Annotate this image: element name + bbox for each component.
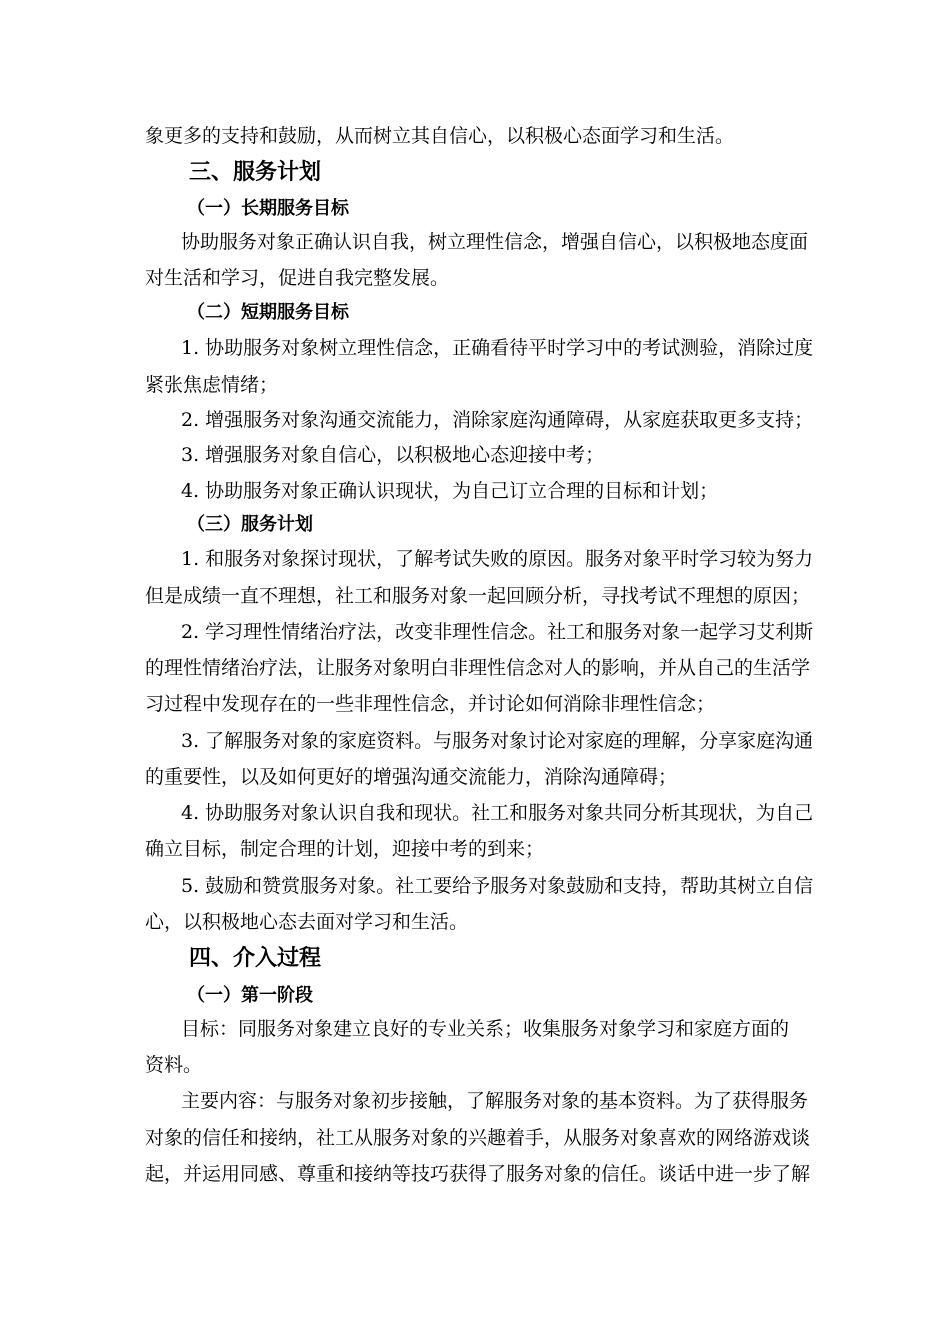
- paragraph-line: 对象的信任和接纳，社工从服务对象的兴趣着手，从服务对象喜欢的网络游戏谈: [145, 1127, 811, 1149]
- paragraph-line: 的重要性，以及如何更好的增强沟通交流能力，消除沟通障碍；: [145, 766, 678, 788]
- paragraph-line: 习过程中发现存在的一些非理性信念，并讨论如何消除非理性信念；: [145, 693, 716, 715]
- paragraph-line: 目标：同服务对象建立良好的专业关系；收集服务对象学习和家庭方面的: [181, 1018, 790, 1040]
- section-heading-intervention: 四、介入过程: [189, 945, 322, 971]
- paragraph-line: 确立目标，制定合理的计划，迎接中考的到来；: [145, 838, 545, 860]
- paragraph-line: 3. 了解服务对象的家庭资料。与服务对象讨论对家庭的理解，分享家庭沟通: [181, 730, 814, 752]
- paragraph-line: 4. 协助服务对象认识自我和现状。社工和服务对象共同分析其现状，为自己: [181, 802, 814, 824]
- subheading-short-term-goal: （二）短期服务目标: [187, 302, 349, 323]
- paragraph-line: 3. 增强服务对象自信心，以积极地心态迎接中考；: [181, 444, 605, 466]
- paragraph-line: 资料。: [145, 1054, 203, 1076]
- paragraph-line: 4. 协助服务对象正确认识现状，为自己订立合理的目标和计划；: [181, 480, 719, 502]
- subheading-stage-one: （一）第一阶段: [187, 985, 313, 1006]
- paragraph-line: 协助服务对象正确认识自我，树立理性信念，增强自信心，以积极地态度面: [181, 231, 809, 253]
- paragraph-line: 起，并运用同感、尊重和接纳等技巧获得了服务对象的信任。谈话中进一步了解: [145, 1163, 811, 1185]
- paragraph-line: 2. 学习理性情绪治疗法，改变非理性信念。社工和服务对象一起学习艾利斯: [181, 621, 814, 643]
- paragraph-line: 的理性情绪治疗法，让服务对象明白非理性信念对人的影响，并从自己的生活学: [145, 657, 811, 679]
- paragraph-line: 1. 协助服务对象树立理性信念，正确看待平时学习中的考试测验，消除过度: [181, 337, 814, 359]
- paragraph-line: 对生活和学习，促进自我完整发展。: [145, 267, 450, 289]
- paragraph-line: 但是成绩一直不理想，社工和服务对象一起回顾分析，寻找考试不理想的原因；: [145, 585, 811, 607]
- paragraph-line: 紧张焦虑情绪；: [145, 374, 279, 396]
- paragraph-line: 5. 鼓励和赞赏服务对象。社工要给予服务对象鼓励和支持，帮助其树立自信: [181, 875, 814, 897]
- paragraph-line: 象更多的支持和鼓励，从而树立其自信心，以积极心态面学习和生活。: [145, 125, 735, 147]
- section-heading-plan: 三、服务计划: [189, 159, 322, 185]
- subheading-long-term-goal: （一）长期服务目标: [187, 198, 349, 219]
- paragraph-line: 2. 增强服务对象沟通交流能力，消除家庭沟通障碍，从家庭获取更多支持；: [181, 409, 814, 431]
- paragraph-line: 心，以积极地心态去面对学习和生活。: [145, 911, 469, 933]
- paragraph-line: 1. 和服务对象探讨现状，了解考试失败的原因。服务对象平时学习较为努力: [181, 548, 814, 570]
- subheading-service-plan: （三）服务计划: [187, 514, 313, 535]
- paragraph-line: 主要内容：与服务对象初步接触，了解服务对象的基本资料。为了获得服务: [181, 1090, 809, 1112]
